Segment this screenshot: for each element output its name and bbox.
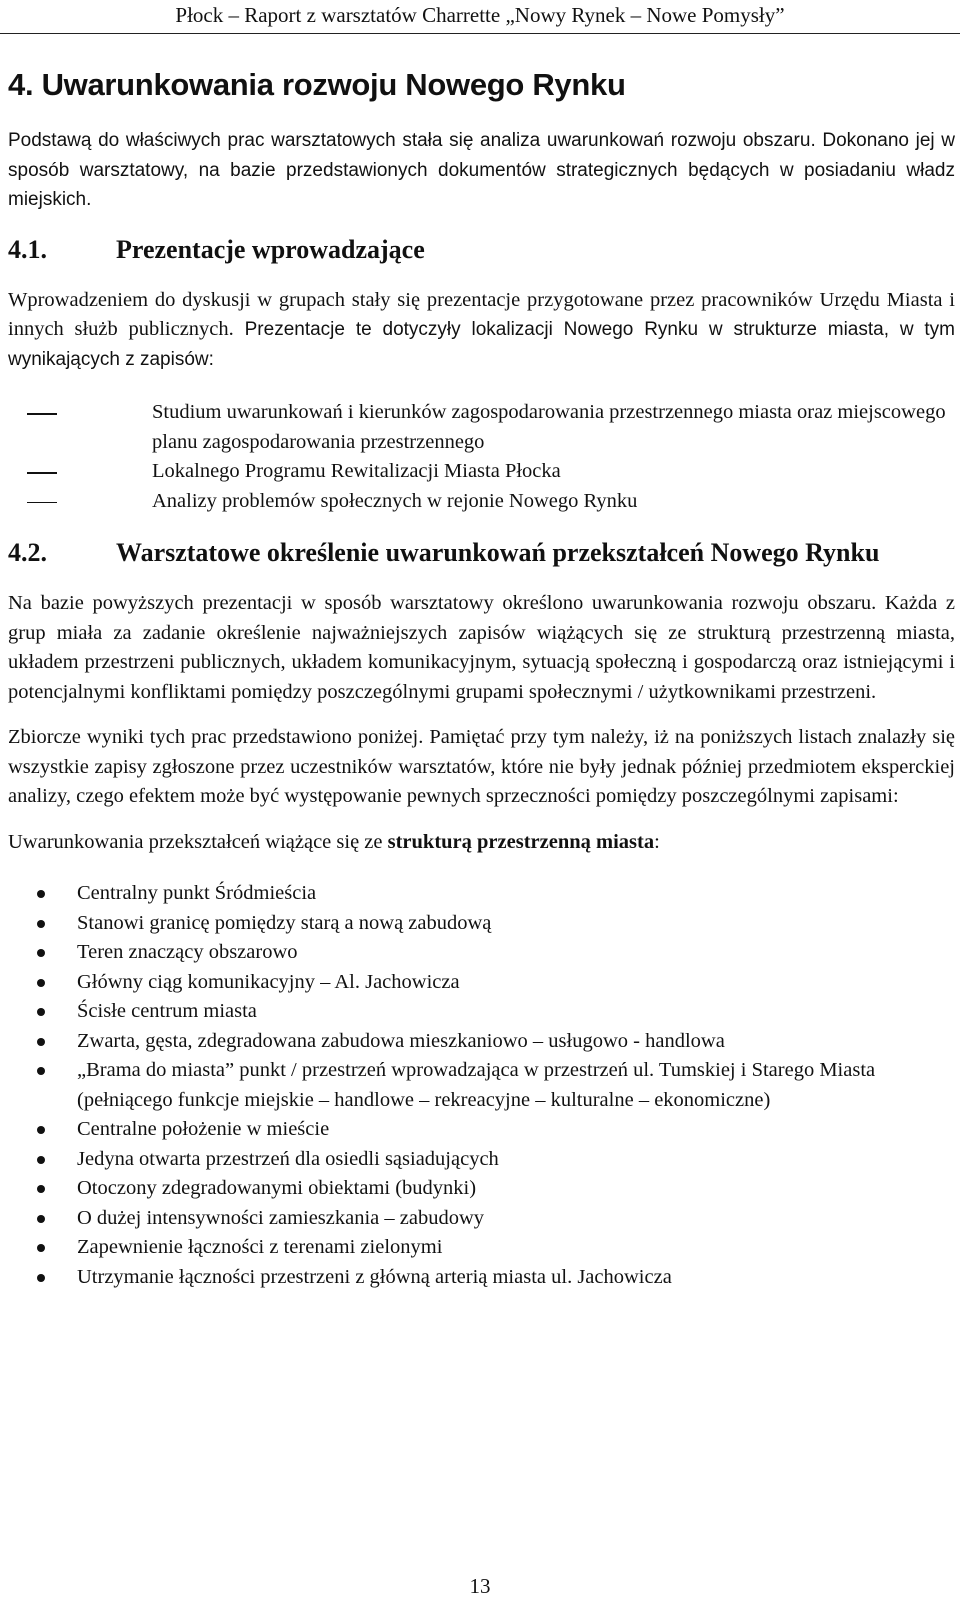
section-4-2-number: 4.2.	[8, 538, 47, 567]
spatial-structure-prefix: Uwarunkowania przekształceń wiążące się ze	[8, 830, 388, 853]
list-item: Główny ciąg komunikacyjny – Al. Jachowicza	[77, 968, 955, 998]
list-item: O dużej intensywności zamieszkania – zabudowy	[77, 1204, 955, 1234]
spatial-structure-suffix: :	[654, 830, 660, 853]
section-4-2-paragraph-2: Zbiorcze wyniki tych prac przedstawiono poniżej. Pamiętać przy tym należy, iż na poniższych listach znalazły się wszystkie zapisy zgłoszone przez uczestników warsztatów, które nie były jednak później przedmiotem eksperckiej analizy, czego efektem może być występowanie pewnych sprzeczności pomiędzy poszczególnymi zapisami:	[8, 726, 955, 807]
document-body	[8, 66, 955, 1292]
section-4-1-paragraph-a: Wprowadzeniem do dyskusji w grupach stały się prezentacje przygotowane przez pracowników Urzędu Miasta i innych służb publicznych.	[8, 288, 955, 340]
section-4-2-title: Warsztatowe określenie uwarunkowań przekształceń Nowego Rynku	[116, 538, 880, 567]
spatial-structure-bold: strukturą przestrzenną miasta	[387, 830, 655, 853]
conditions-list	[8, 879, 955, 1292]
section-4-2-paragraph-1: Na bazie powyższych prezentacji w sposób warsztatowy określono uwarunkowania rozwoju obszaru. Każda z grup miała za zadanie określenie najważniejszych zapisów wiążących się ze strukturą przestrzenną miasta, układem przestrzeni publicznych, układem komunikacyjnym, sytuacją społeczną i gospodarczą oraz istniejącymi i potencjalnymi konfliktami pomiędzy poszczególnymi grupami społecznymi / użytkownikami przestrzeni.	[8, 592, 955, 703]
list-item: Zwarta, gęsta, zdegradowana zabudowa mieszkaniowo – usługowo - handlowa	[77, 1027, 955, 1057]
list-item: Teren znaczący obszarowo	[77, 938, 955, 968]
list-item: Jedyna otwarta przestrzeń dla osiedli sąsiadujących	[77, 1145, 955, 1175]
list-item: Centralny punkt Śródmieścia	[77, 879, 955, 909]
list-item: Zapewnienie łączności z terenami zielonymi	[77, 1233, 955, 1263]
list-item: „Brama do miasta” punkt / przestrzeń wprowadzająca w przestrzeń ul. Tumskiej i Starego Miasta (pełniącego funkcje miejskie – handlowe – rekreacyjne – kulturalne – ekonomiczne)	[77, 1056, 955, 1115]
list-item: Studium uwarunkowań i kierunków zagospodarowania przestrzennego miasta oraz miejscowego planu zagospodarowania przestrzennego	[152, 398, 955, 457]
list-item: Ścisłe centrum miasta	[77, 997, 955, 1027]
section-4-1-number: 4.1.	[8, 234, 47, 264]
section-4-heading: 4. Uwarunkowania rozwoju Nowego Rynku	[8, 67, 626, 102]
section-4-intro: Podstawą do właściwych prac warsztatowych stała się analiza uwarunkowań rozwoju obszaru. Dokonano jej w sposób warsztatowy, na bazie przedstawionych dokumentów strategicznych będących w posiadaniu władz miejskich.	[8, 130, 955, 210]
list-item: Utrzymanie łączności przestrzeni z główną arterią miasta ul. Jachowicza	[77, 1263, 955, 1293]
section-4-1-heading	[8, 233, 955, 266]
documents-list	[8, 398, 955, 516]
section-4-2-heading	[8, 536, 955, 569]
section-4-1-paragraph-b: Prezentacje te dotyczyły lokalizacji Nowego Rynku w strukturze miasta, w tym wynikających z zapisów:	[8, 319, 956, 370]
list-item: Lokalnego Programu Rewitalizacji Miasta Płocka	[152, 457, 955, 487]
section-4-1-title: Prezentacje wprowadzające	[116, 234, 425, 264]
list-item: Centralne położenie w mieście	[77, 1115, 955, 1145]
section-4-1-paragraph	[8, 286, 955, 375]
page-number: 13	[469, 1574, 491, 1598]
list-item: Otoczony zdegradowanymi obiektami (budynki)	[77, 1174, 955, 1204]
list-item: Stanowi granicę pomiędzy starą a nową zabudową	[77, 909, 955, 939]
list-item: Analizy problemów społecznych w rejonie Nowego Rynku	[152, 487, 955, 517]
spatial-structure-intro	[8, 828, 955, 858]
page-header: Płock – Raport z warsztatów Charrette „Nowy Rynek – Nowe Pomysły”	[0, 0, 960, 34]
